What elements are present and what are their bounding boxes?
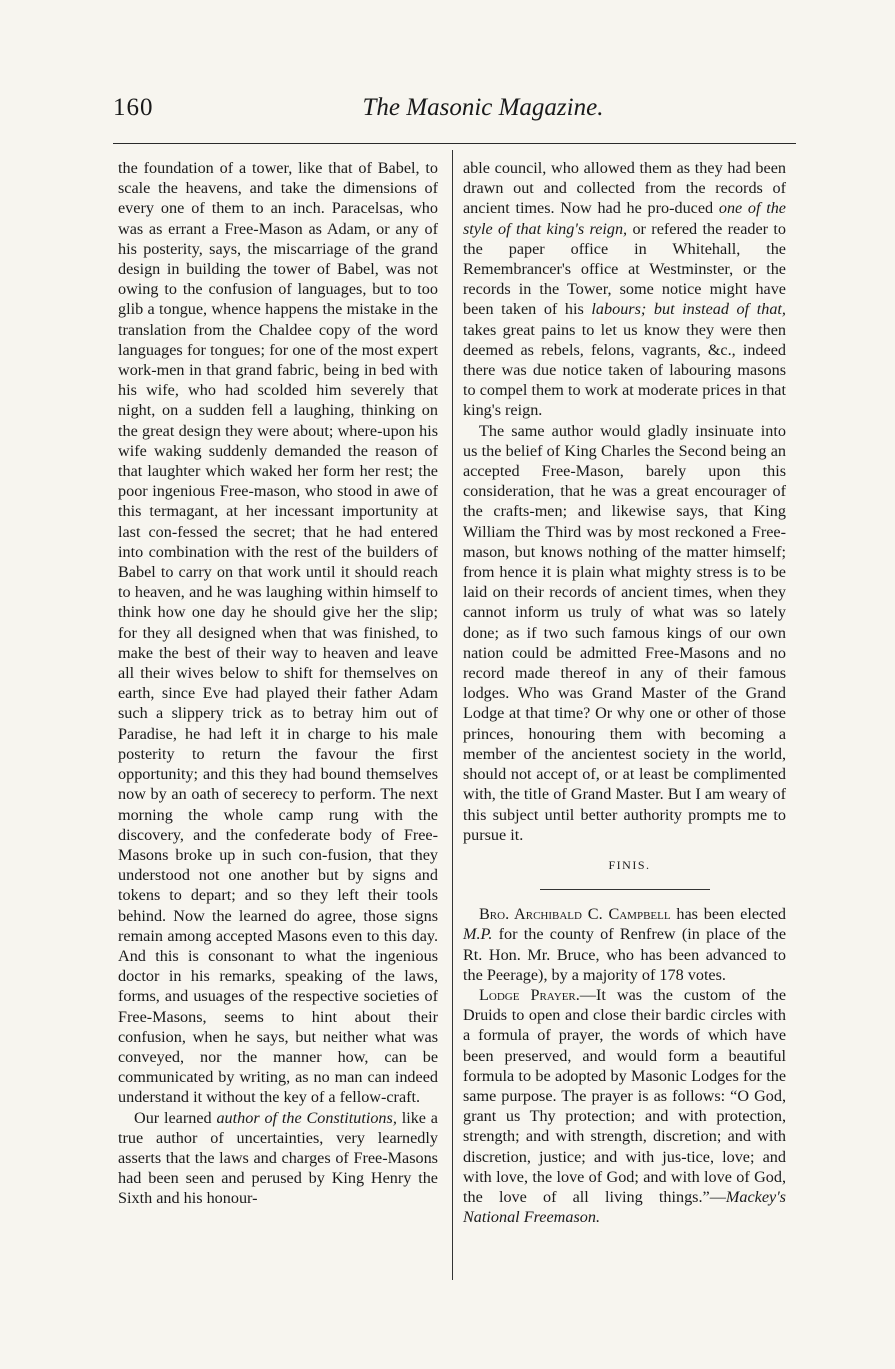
right-paragraph-2: The same author would gladly insinuate into us the belief of King Charles the Second being an accepted Free-Mason, barely upon this consideration, that he was a great encourager of the crafts-men; and likewise says, that King William the Third was by most reckoned a Free-mason, but knows nothing of the matter himself; from hence it is plain what mighty stress is to be laid on their records of ancient times, when they cannot inform us truly of what was so lately done; as if two such famous kings of our own nation could be admitted Free-Masons and no record made thereof in any of their famous lodges. Who was Grand Master of the Grand Lodge at that time? Or why one or other of those princes, honouring them with becoming a member of the ancientest society in the world, should not accept of, or at least be complimented with, the title of Grand Master. But I am weary of this subject until better authority prompts me to pursue it. <box>463 421 786 844</box>
left-paragraph-2-rest: like a true author of uncertainties, very learnedly asserts that the laws and charges of Free-Masons had been seen and perused by King Henry the Sixth and his honour- <box>118 1108 438 1208</box>
news-item-campbell-b: for the county of Renfrew (in place of the Rt. Hon. Mr. Bruce, who has been advanced to the Peerage), by a majority of 178 votes. <box>463 925 786 984</box>
news-item-lodge-prayer-lead: Lodge Prayer. <box>479 985 580 1004</box>
news-item-campbell-mp: M.P. <box>463 925 493 944</box>
news-item-lodge-prayer-source: Mackey's National Freemason. <box>463 1187 786 1227</box>
left-paragraph-2-italic: author of the Constitutions, <box>216 1108 397 1127</box>
right-column <box>463 158 786 1227</box>
news-item-campbell-a: has been elected <box>670 905 786 924</box>
left-paragraph-2 <box>118 1108 438 1209</box>
news-item-lodge-prayer <box>463 985 786 1227</box>
page-header <box>113 80 793 130</box>
left-column <box>118 158 438 1209</box>
finis-mark: FINIS. <box>608 857 651 872</box>
right-paragraph-1-italic-1: one of the style of that king's reign, <box>463 199 786 238</box>
right-paragraph-1-b: or refered the reader to the paper office in Whitehall, the Remembrancer's office at Westminster, or the records in the Tower, some notice might have been taken of his <box>463 219 786 319</box>
running-title: The Masonic Magazine. <box>362 94 604 121</box>
right-paragraph-1-italic-2: labours; but instead of that, <box>591 300 786 319</box>
right-paragraph-1 <box>463 158 786 421</box>
header-rule <box>113 143 796 144</box>
news-item-campbell-lead: Bro. Archibald C. Campbell <box>479 905 671 924</box>
page-number: 160 <box>113 94 154 121</box>
left-paragraph-1: the foundation of a tower, like that of Babel, to scale the heavens, and take the dimensions of every one of them to an inch. Paracelsas, who was as errant a Free-Mason as Adam, or any of his posterity, says, the miscarriage of the grand design in building the tower of Babel, was not owing to the confusion of languages, but to too glib a tongue, whence happens the mistake in the translation from the Chaldee copy of the word languages for tongues; for one of the most expert work-men in that grand fabric, being in bed with his wife, who had scolded him severely that night, on a sudden fell a laughing, thinking on the great design they were about; where-upon his wife waking suddenly demanded the reason of that laughter which waked her form her rest; the poor ingenious Free-mason, who stood in awe of this termagant, at her incessant importunity at last con-fessed the secret; that he had entered into combination with the rest of the builders of Babel to carry on that work until it should reach to heaven, and he was laughing within himself to think how one day he should give her the slip; for they all designed when that was finished, to make the best of their way to heaven and leave all their wives below to shift for themselves on earth, since Eve had played their father Adam such a slippery trick as to betray him out of Paradise, he had left it in charge to his male posterity to return the favour the first opportunity; and this they had bound themselves now by an oath of secerecy to perform. The next morning the whole camp rung with the discovery, and the confederate body of Free-Masons broke up in such con-fusion, that they understood not one another but by signs and tokens to depart; and so they left their tools behind. Now the learned do agree, those signs remain among accepted Masons even to this day. And this is consonant to what the ingenious doctor in his remarks, speaking of the laws, forms, and usuages of the respective societies of Free-Masons, seems to hint about their confusion, when he says, but neither what was conveyed, nor the manner how, can be communicated by writing, as no man can indeed understand it without the key of a fellow-craft. <box>118 159 438 1107</box>
news-item-lodge-prayer-text: —It was the custom of the Druids to open and close their bardic circles with a formula of prayer, the words of which have been preserved, and would form a beautiful formula to be adopted by Masonic Lodges for the same purpose. The prayer is as follows: “O God, grant us Thy protection; and with protection, strength; and with strength, discretion; and with discretion, justice; and with jus-tice, love; and with love, the love of God; and with love of God, the love of all living things.”— <box>463 985 786 1206</box>
right-paragraph-1-c: takes great pains to let us know they were then deemed as rebels, felons, vagrants, &c., indeed there was due notice taken of labouring masons to compel them to work at moderate prices in that king's reign. <box>463 320 786 420</box>
right-paragraph-1-a: able council, who allowed them as they had been drawn out and collected from the records of ancient times. Now had he pro-duced <box>463 159 786 218</box>
section-rule <box>540 889 710 890</box>
news-item-campbell <box>463 904 786 985</box>
column-divider <box>452 150 453 1280</box>
left-paragraph-2-start: Our learned <box>134 1108 217 1127</box>
